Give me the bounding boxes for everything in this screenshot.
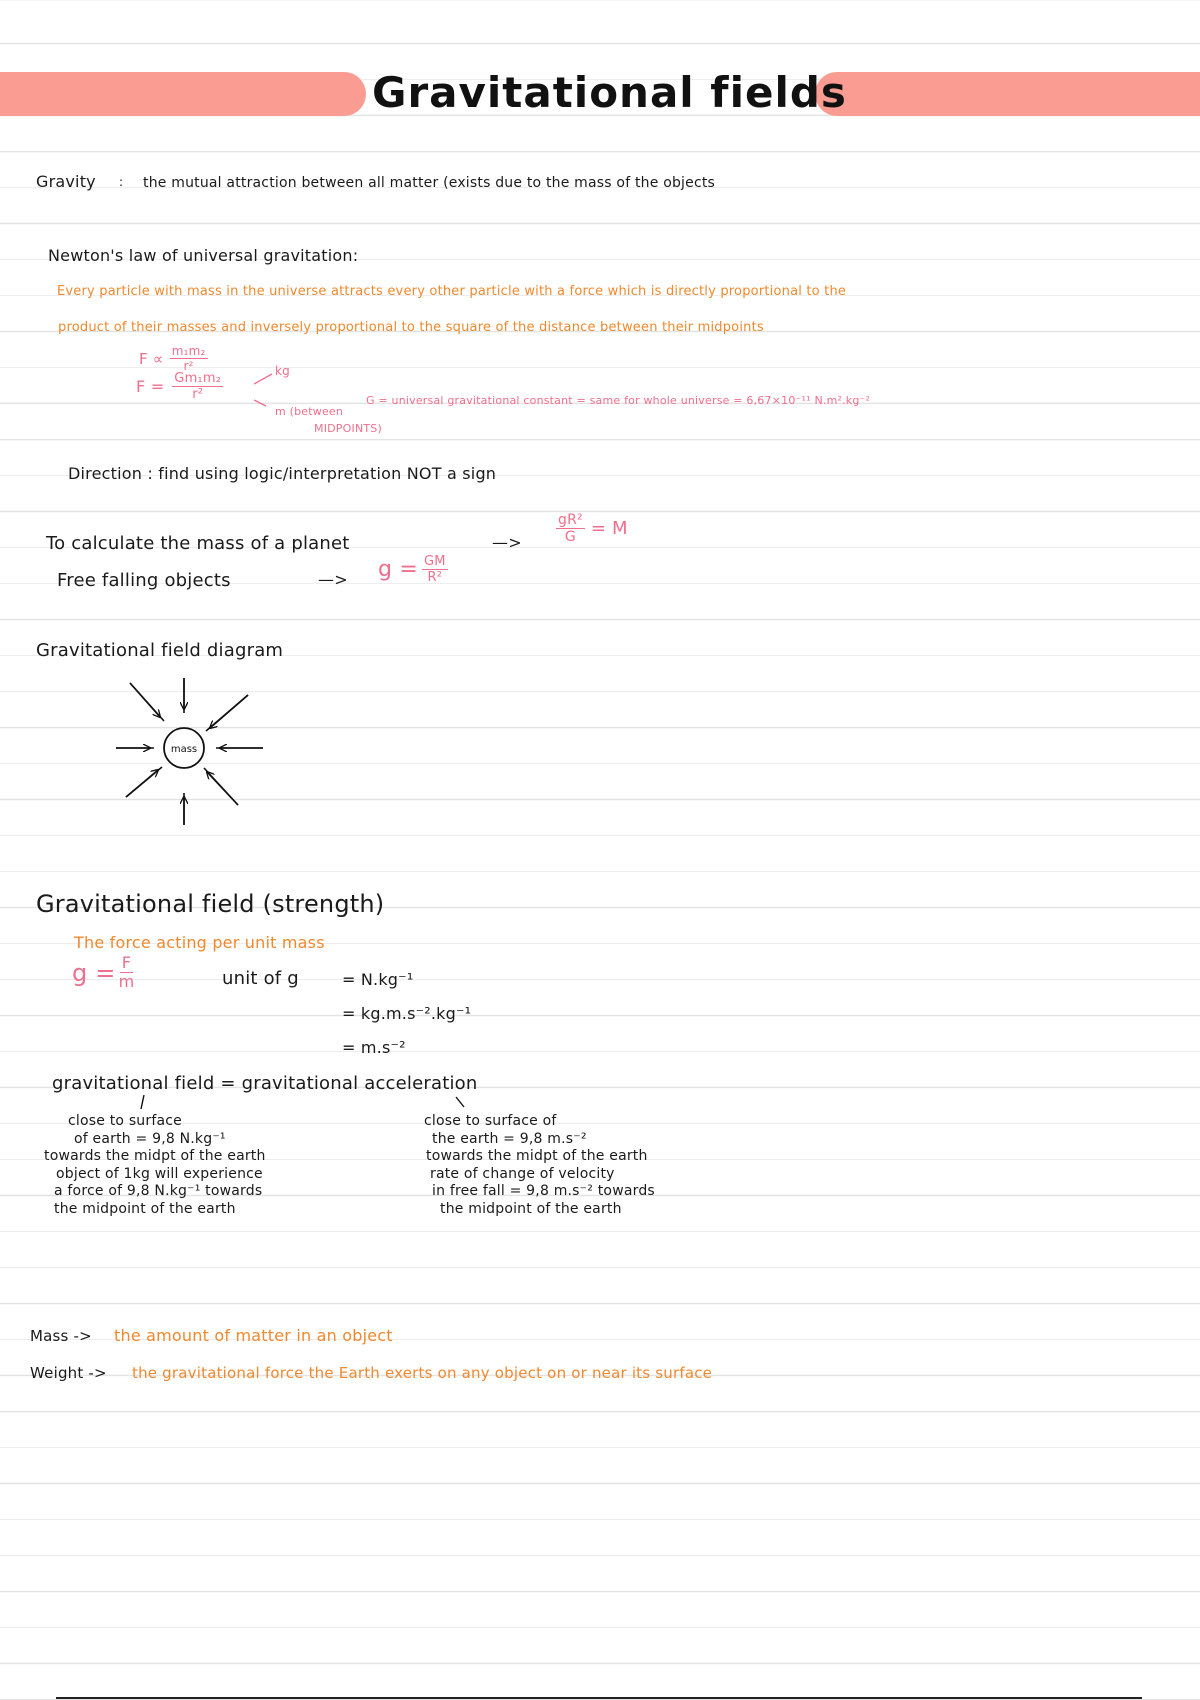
kg-note: kg <box>275 364 290 378</box>
free-fall-lhs: g = <box>378 557 418 582</box>
gravity-definition: the mutual attraction between all matter (exists due to the mass of the objects <box>143 175 716 191</box>
right-line: the earth = 9,8 m.s⁻² <box>432 1130 587 1147</box>
mass-label: mass <box>170 744 198 755</box>
diagram-heading: Gravitational field diagram <box>36 640 284 661</box>
unit-line2: = kg.m.s⁻².kg⁻¹ <box>342 1004 472 1023</box>
right-line: close to surface of <box>424 1113 557 1129</box>
proportionality-fraction <box>170 345 208 372</box>
free-fall-label: Free falling objects <box>57 570 231 591</box>
equation-lhs: F = <box>136 377 165 396</box>
gravitation-equation <box>136 372 223 401</box>
newton-heading: Newton's law of universal gravitation: <box>48 246 359 265</box>
page-title: Gravitational fields <box>372 68 847 117</box>
left-line: object of 1kg will experience <box>56 1165 263 1182</box>
mass-planet-formula <box>556 513 628 544</box>
field-diagram <box>108 675 268 835</box>
newton-law-line1: Every particle with mass in the universe attracts every other particle with a force which is directly proportional to the <box>57 284 847 299</box>
m-between-note: m (between <box>275 405 344 418</box>
left-line: towards the midpt of the earth <box>44 1148 266 1164</box>
title-banner-left <box>0 72 366 116</box>
mass-definition: the amount of matter in an object <box>114 1326 393 1345</box>
midpoints-note: MIDPOINTS) <box>314 422 382 435</box>
left-line: the midpoint of the earth <box>54 1200 236 1217</box>
title-banner-right <box>815 72 1200 116</box>
strength-heading: Gravitational field (strength) <box>36 890 385 918</box>
proportionality-formula <box>139 345 208 372</box>
unit-line3: = m.s⁻² <box>342 1038 406 1057</box>
mass-planet-fraction <box>556 513 585 544</box>
equation-denominator: r² <box>192 387 204 402</box>
right-line: rate of change of velocity <box>430 1165 615 1182</box>
strength-lhs: g = <box>72 958 116 987</box>
proportionality-denominator: r² <box>183 359 194 373</box>
equivalence-ticks <box>130 1093 470 1113</box>
right-column <box>424 1113 655 1218</box>
right-line: towards the midpt of the earth <box>426 1148 648 1164</box>
weight-definition: the gravitational force the Earth exerts on any object on or near its surface <box>132 1364 713 1382</box>
gravity-separator: : <box>119 175 124 189</box>
mass-planet-denominator: G <box>564 529 576 545</box>
right-line: in free fall = 9,8 m.s⁻² towards <box>432 1183 655 1199</box>
equivalence-statement: gravitational field = gravitational acceleration <box>52 1073 478 1094</box>
strength-numerator: F <box>121 953 132 972</box>
g-constant-note: G = universal gravitational constant = same for whole universe = 6,67×10⁻¹¹ N.m².kg⁻² <box>366 394 871 407</box>
unit-label: unit of g <box>222 968 299 989</box>
strength-definition: The force acting per unit mass <box>74 933 325 952</box>
left-line: close to surface <box>68 1113 182 1129</box>
mass-planet-label: To calculate the mass of a planet <box>46 533 350 554</box>
mass-planet-arrow: —> <box>492 533 522 552</box>
mass-planet-numerator: gR² <box>558 512 583 528</box>
direction-note: Direction : find using logic/interpretation NOT a sign <box>68 464 497 483</box>
left-line: a force of 9,8 N.kg⁻¹ towards <box>54 1183 263 1199</box>
strength-formula <box>72 955 134 990</box>
proportionality-lhs: F ∝ <box>139 349 164 368</box>
free-fall-numerator: GM <box>424 554 446 569</box>
right-line: the midpoint of the earth <box>440 1200 622 1217</box>
free-fall-arrow: —> <box>318 570 348 589</box>
left-column <box>44 1113 266 1218</box>
newton-law-line2: product of their masses and inversely proportional to the square of the distance between their midpoints <box>58 320 764 335</box>
left-line: of earth = 9,8 N.kg⁻¹ <box>74 1130 226 1147</box>
free-fall-fraction <box>422 555 448 584</box>
gravity-term: Gravity <box>36 172 96 191</box>
proportionality-numerator: m₁m₂ <box>171 344 206 358</box>
weight-term: Weight -> <box>30 1364 107 1382</box>
strength-denominator: m <box>118 972 135 991</box>
equation-numerator: Gm₁m₂ <box>174 371 222 386</box>
unit-line1: = N.kg⁻¹ <box>342 970 414 989</box>
free-fall-denominator: R² <box>427 570 443 585</box>
strength-fraction <box>119 955 135 990</box>
equation-fraction <box>172 372 223 401</box>
bottom-rule <box>56 1697 1142 1699</box>
mass-planet-rhs: = M <box>590 518 628 539</box>
mass-term: Mass -> <box>30 1327 92 1345</box>
free-fall-formula <box>378 555 448 584</box>
